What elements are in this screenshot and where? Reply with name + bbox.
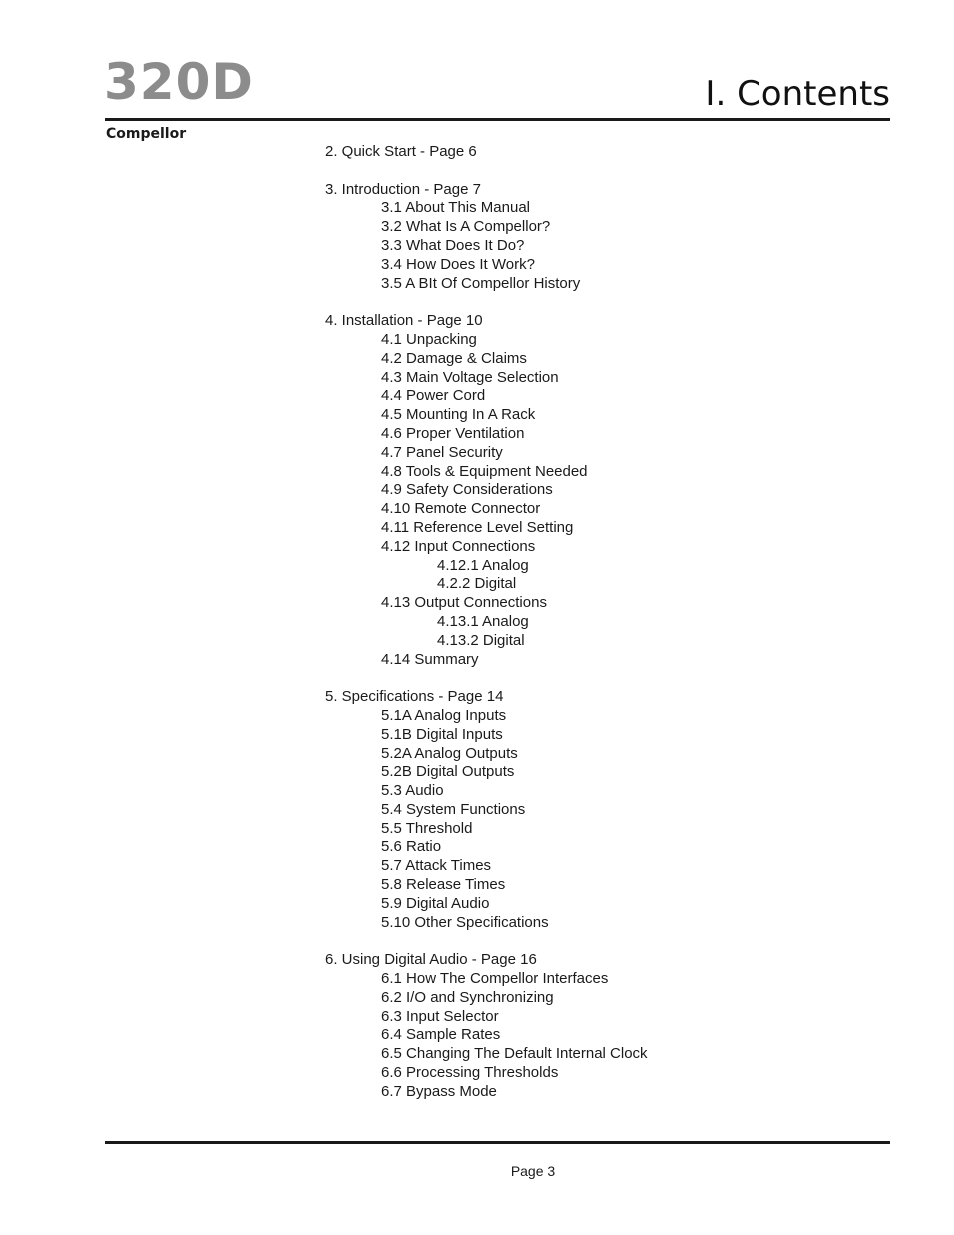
table-of-contents [325,143,648,1102]
toc-subsection-entry: 4.12 Input Connections [381,537,536,555]
page-title: I. Contents [705,74,890,114]
toc-section-entry: 5. Specifications - Page 14 [325,688,504,706]
toc-subsection-entry: 5.2B Digital Outputs [381,763,515,781]
toc-subsection-entry: 4.13.2 Digital [437,631,525,649]
toc-subsection-entry: 6.3 Input Selector [381,1007,499,1025]
toc-subsection-entry: 5.10 Other Specifications [381,913,549,931]
toc-subsection-entry: 3.4 How Does It Work? [381,255,535,273]
toc-subsection-entry: 4.5 Mounting In A Rack [381,406,536,424]
toc-section-entry: 4. Installation - Page 10 [325,312,483,330]
toc-subsection-entry: 6.1 How The Compellor Interfaces [381,970,609,988]
toc-subsection-entry: 3.1 About This Manual [381,199,530,217]
toc-subsection-entry: 5.7 Attack Times [381,857,492,875]
toc-subsection-entry: 4.2.2 Digital [437,575,517,593]
toc-subsection-entry: 4.13.1 Analog [437,612,529,630]
toc-subsection-entry: 5.8 Release Times [381,876,506,894]
toc-subsection-entry: 4.13 Output Connections [381,594,547,612]
toc-subsection-entry: 3.3 What Does It Do? [381,236,525,254]
toc-subsection-entry: 4.2 Damage & Claims [381,349,527,367]
toc-section-entry: 6. Using Digital Audio - Page 16 [325,951,537,969]
toc-subsection-entry: 5.5 Threshold [381,819,473,837]
toc-subsection-entry: 5.6 Ratio [381,838,442,856]
toc-subsection-entry: 5.1A Analog Inputs [381,706,507,724]
toc-subsection-entry: 4.7 Panel Security [381,443,503,461]
toc-subsection-entry: 4.11 Reference Level Setting [381,518,574,536]
page-number: Page 3 [510,1163,556,1179]
toc-subsection-entry: 6.7 Bypass Mode [381,1082,497,1100]
toc-subsection-entry: 6.4 Sample Rates [381,1026,501,1044]
toc-subsection-entry: 5.4 System Functions [381,800,526,818]
toc-subsection-entry: 4.3 Main Voltage Selection [381,368,559,386]
header-divider [105,118,890,121]
toc-subsection-entry: 5.1B Digital Inputs [381,725,503,743]
toc-subsection-entry: 3.5 A BIt Of Compellor History [381,274,581,292]
toc-subsection-entry: 4.9 Safety Considerations [381,481,553,499]
toc-subsection-entry: 3.2 What Is A Compellor? [381,218,551,236]
product-subtitle: Compellor [106,126,187,142]
toc-subsection-entry: 5.2A Analog Outputs [381,744,518,762]
toc-subsection-entry: 4.14 Summary [381,650,479,668]
toc-subsection-entry: 6.6 Processing Thresholds [381,1064,559,1082]
toc-subsection-entry: 4.10 Remote Connector [381,500,541,518]
toc-section-entry: 3. Introduction - Page 7 [325,180,481,198]
toc-subsection-entry: 5.3 Audio [381,782,444,800]
toc-subsection-entry: 4.6 Proper Ventilation [381,424,525,442]
footer-divider [105,1141,890,1144]
toc-subsection-entry: 4.12.1 Analog [437,556,529,574]
toc-subsection-entry: 4.1 Unpacking [381,330,477,348]
toc-subsection-entry: 6.2 I/O and Synchronizing [381,988,554,1006]
product-logo: 320D [104,53,254,111]
toc-subsection-entry: 6.5 Changing The Default Internal Clock [381,1045,648,1063]
toc-subsection-entry: 4.4 Power Cord [381,387,486,405]
toc-subsection-entry: 5.9 Digital Audio [381,894,490,912]
toc-section-entry: 2. Quick Start - Page 6 [325,143,477,160]
toc-subsection-entry: 4.8 Tools & Equipment Needed [381,462,588,480]
